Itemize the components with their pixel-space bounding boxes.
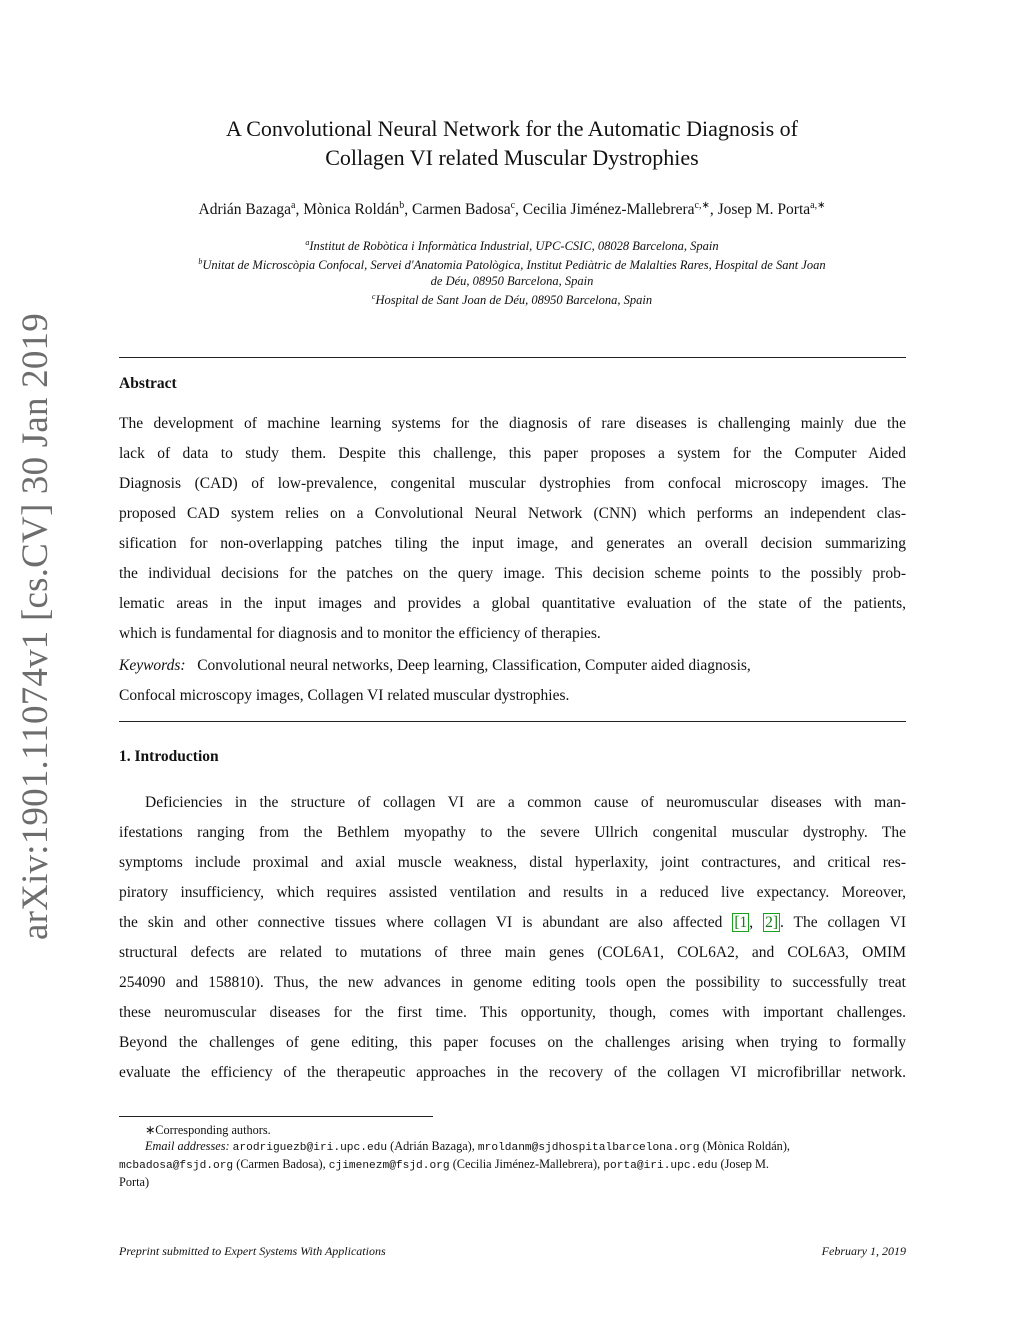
abstract-heading: Abstract <box>119 375 177 392</box>
affiliation-b-cont: de Déu, 08950 Barcelona, Spain <box>430 274 594 289</box>
abstract-line: Diagnosis (CAD) of low-prevalence, congenital muscular dystrophies from confocal microscopy images. The <box>119 475 906 492</box>
author-name: Cecilia Jiménez-Mallebrera <box>522 201 695 219</box>
arxiv-identifier-stamp[interactable]: arXiv:1901.11074v1 [cs.CV] 30 Jan 2019 <box>15 313 56 940</box>
author-name: Josep M. Porta <box>717 201 811 219</box>
keywords-label: Keywords: <box>119 657 186 674</box>
email-link[interactable]: mroldanm@sjdhospitalbarcelona.org <box>477 1142 700 1154</box>
introduction-body <box>119 788 906 1088</box>
keywords-line-1: Convolutional neural networks, Deep learning, Classification, Computer aided diagnosis, <box>197 657 751 674</box>
author-affil-mark: a <box>291 200 296 211</box>
author-name: Mònica Roldán <box>303 201 400 219</box>
intro-line: these neuromuscular diseases for the first time. This opportunity, though, comes with important challenges. <box>119 1004 906 1021</box>
intro-line: symptoms include proximal and axial muscle weakness, distal hyperlaxity, joint contractures, and critical res- <box>119 854 906 871</box>
intro-line: 254090 and 158810). Thus, the new advances in genome editing tools open the possibility to successfully treat <box>119 974 906 991</box>
email-link[interactable]: porta@iri.upc.edu <box>603 1160 718 1172</box>
author-affil-mark: a,∗ <box>810 200 826 211</box>
keywords-line-2: Confocal microscopy images, Collagen VI related muscular dystrophies. <box>119 687 570 704</box>
intro-line: evaluate the efficiency of the therapeutic approaches in the recovery of the collagen VI microfibrillar network. <box>119 1064 906 1081</box>
intro-line: Beyond the challenges of gene editing, this paper focuses on the challenges arising when trying to formally <box>119 1034 906 1051</box>
intro-line-with-citation: the skin and other connective tissues where collagen VI is abundant are also affected [1 , 2] . The collagen VI <box>119 914 907 931</box>
email-link[interactable]: cjimenezm@fsjd.org <box>328 1160 450 1172</box>
abstract-line: the individual decisions for the patches on the query image. This decision scheme points to the possibly prob- <box>119 565 906 582</box>
footnotes: ∗Corresponding authors. Email addresses: arodriguezb@iri.upc.edu (Adrián Bazaga), mroldanm@sjdhospitalbarcelona.org (Mònica Roldán), mcbadosa@fsjd.org (Carmen Badosa), cjimenezm@fsjd.org (Cecilia Jiménez-Mallebrera), porta@iri.upc.edu (Josep M. Porta) <box>119 1122 906 1190</box>
introduction-heading: 1. Introduction <box>119 748 219 765</box>
citation-link[interactable]: [1 <box>734 914 748 931</box>
abstract-body <box>119 409 906 649</box>
email-link[interactable]: mcbadosa@fsjd.org <box>119 1160 234 1172</box>
abstract-line: proposed CAD system relies on a Convolutional Neural Network (CNN) which performs an independent clas- <box>119 505 906 522</box>
intro-line: structural defects are related to mutations of three main genes (COL6A1, COL6A2, and COL6A3, OMIM <box>119 944 906 961</box>
title-line-1: A Convolutional Neural Network for the Automatic Diagnosis of <box>226 116 798 141</box>
abstract-top-rule <box>119 357 906 358</box>
title-line-2: Collagen VI related Muscular Dystrophies <box>325 145 699 170</box>
footer-date: February 1, 2019 <box>821 1244 906 1258</box>
footnote-last-line: Porta) <box>119 1175 150 1189</box>
author-affil-mark: b <box>399 200 405 211</box>
author-list: Adrián Bazaga$^a$, Mònica Roldán$^b$, Carmen Badosa$^c$, Cecilia Jiménez-Mallebrera$^{c,∗}$, Josep M. Porta$^{a,∗}$ <box>198 200 826 219</box>
email-label: Email addresses: <box>145 1139 230 1153</box>
author-affil-mark: c <box>510 200 516 211</box>
corresponding-note: ∗Corresponding authors. <box>145 1123 271 1137</box>
keywords <box>119 651 906 711</box>
author-affil-mark: c,∗ <box>694 200 710 211</box>
abstract-line: lack of data to study them. Despite this challenge, this paper proposes a system for the Computer Aided <box>119 445 906 462</box>
abstract-line: which is fundamental for diagnosis and to monitor the efficiency of therapies. <box>119 625 601 642</box>
author-name: Carmen Badosa <box>412 201 511 219</box>
abstract-line: lematic areas in the input images and provides a global quantitative evaluation of the state of the patients, <box>119 595 906 612</box>
affiliations <box>119 235 905 308</box>
paper-title <box>119 114 905 172</box>
footnote-rule <box>119 1116 433 1117</box>
citation-link[interactable]: 2] <box>765 914 778 931</box>
footer-preprint-note: Preprint submitted to Expert Systems With Applications <box>119 1244 386 1258</box>
intro-line: piratory insufficiency, which requires assisted ventilation and results in a reduced live expectancy. Moreover, <box>119 884 906 901</box>
abstract-bottom-rule <box>119 721 906 722</box>
intro-line: ifestations ranging from the Bethlem myopathy to the severe Ullrich congenital muscular dystrophy. The <box>119 824 906 841</box>
email-link[interactable]: arodriguezb@iri.upc.edu <box>232 1142 388 1154</box>
affiliation-c: $^c$Hospital de Sant Joan de Déu, 08950 Barcelona, Spain <box>371 292 653 308</box>
affiliation-b: $^b$Unitat de Microscòpia Confocal, Servei d'Anatomia Patològica, Institut Pediàtric de Malalties Rares, Hospital de Sant Joan <box>198 257 826 273</box>
affiliation-a: $^a$Institut de Robòtica i Informàtica Industrial, UPC-CSIC, 08028 Barcelona, Spain <box>305 238 719 254</box>
abstract-line: sification for non-overlapping patches tiling the input image, and generates an overall decision summarizing <box>119 535 906 552</box>
intro-line: Deficiencies in the structure of collagen VI are a common cause of neuromuscular diseases with man- <box>145 794 906 811</box>
abstract-line: The development of machine learning systems for the diagnosis of rare diseases is challenging mainly due the <box>119 415 906 432</box>
author-name: Adrián Bazaga <box>198 201 292 219</box>
